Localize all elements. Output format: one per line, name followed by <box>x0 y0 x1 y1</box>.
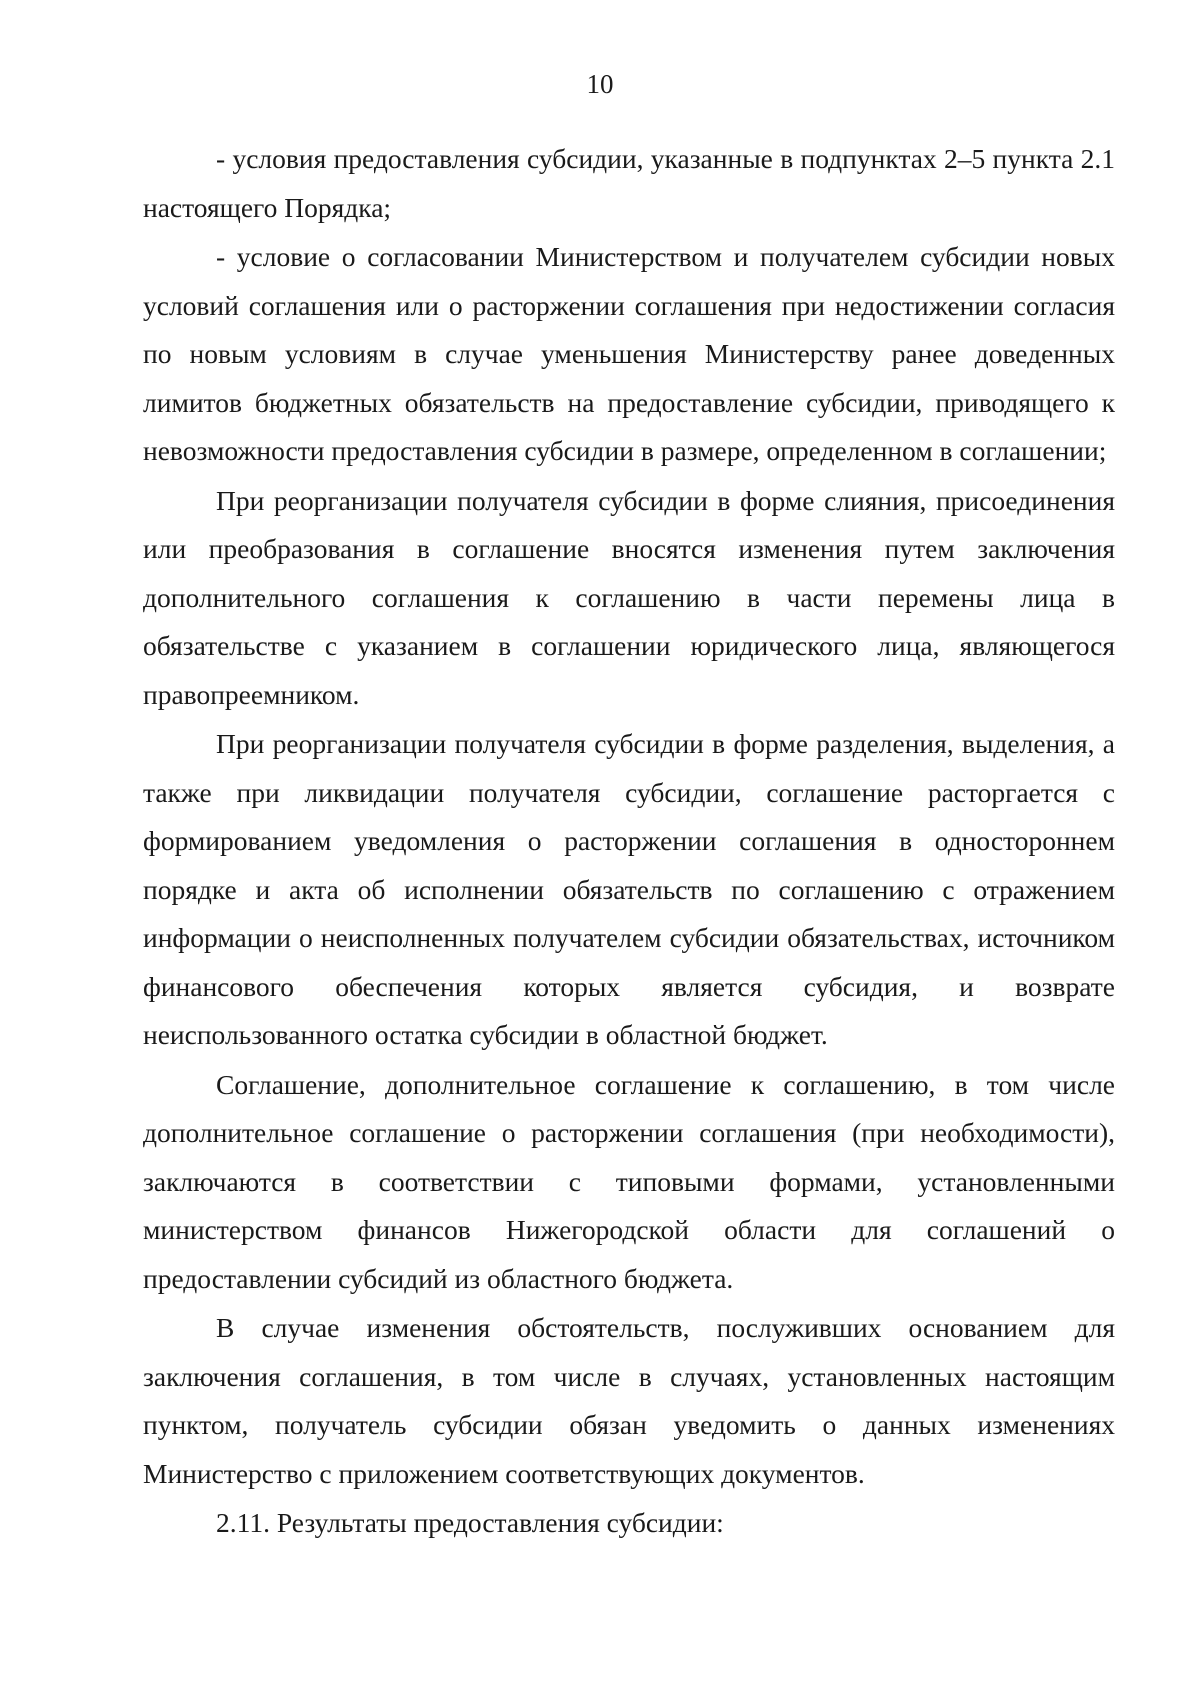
paragraph-agreement-forms: Соглашение, дополнительное соглашение к соглашению, в том числе дополнительное соглашение о расторжении соглашения (при необходимости), заключаются в соответствии с типовыми формами, установленными министерством финансов Нижегородской области для соглашений о предоставлении субсидий из областного бюджета. <box>143 1068 1115 1294</box>
paragraph-reorganization-merger: При реорганизации получателя субсидии в форме слияния, присоединения или преобразования в соглашение вносятся изменения путем заключения дополнительного соглашения к соглашению в части перемены лица в обязательстве с указанием в соглашении юридического лица, являющегося правопреемником. <box>143 484 1115 710</box>
paragraph-agreement-condition: - условие о согласовании Министерством и получателем субсидии новых условий соглашения или о расторжении соглашения при недостижении согласия по новым условиям в случае уменьшения Министерству ранее доведенных лимитов бюджетных обязательств на предоставление субсидии, приводящего к невозможности предоставления субсидии в размере, определенном в соглашении; <box>143 241 1115 466</box>
paragraph-circumstances-change: В случае изменения обстоятельств, послуживших основанием для заключения соглашения, в том числе в случаях, установленных настоящим пунктом, получатель субсидии обязан уведомить о данных изменениях Министерство с приложением соответствующих документов. <box>143 1312 1115 1489</box>
paragraph-reorganization-division: При реорганизации получателя субсидии в форме разделения, выделения, а также при ликвидации получателя субсидии, соглашение расторгается с формированием уведомления о расторжении соглашения в одностороннем порядке и акта об исполнении обязательств по соглашению с отражением информации о неисполненных получателем субсидии обязательствах, источником финансового обеспечения которых является субсидия, и возврате неиспользованного остатка субсидии в областной бюджет. <box>143 728 1115 1050</box>
document-body <box>143 135 1115 1548</box>
page-number: 10 <box>586 69 614 99</box>
section-heading-results: 2.11. Результаты предоставления субсидии: <box>216 1507 724 1538</box>
paragraph-conditions-list-item: - условия предоставления субсидии, указанные в подпунктах 2–5 пункта 2.1 настоящего Порядка; <box>143 143 1115 223</box>
